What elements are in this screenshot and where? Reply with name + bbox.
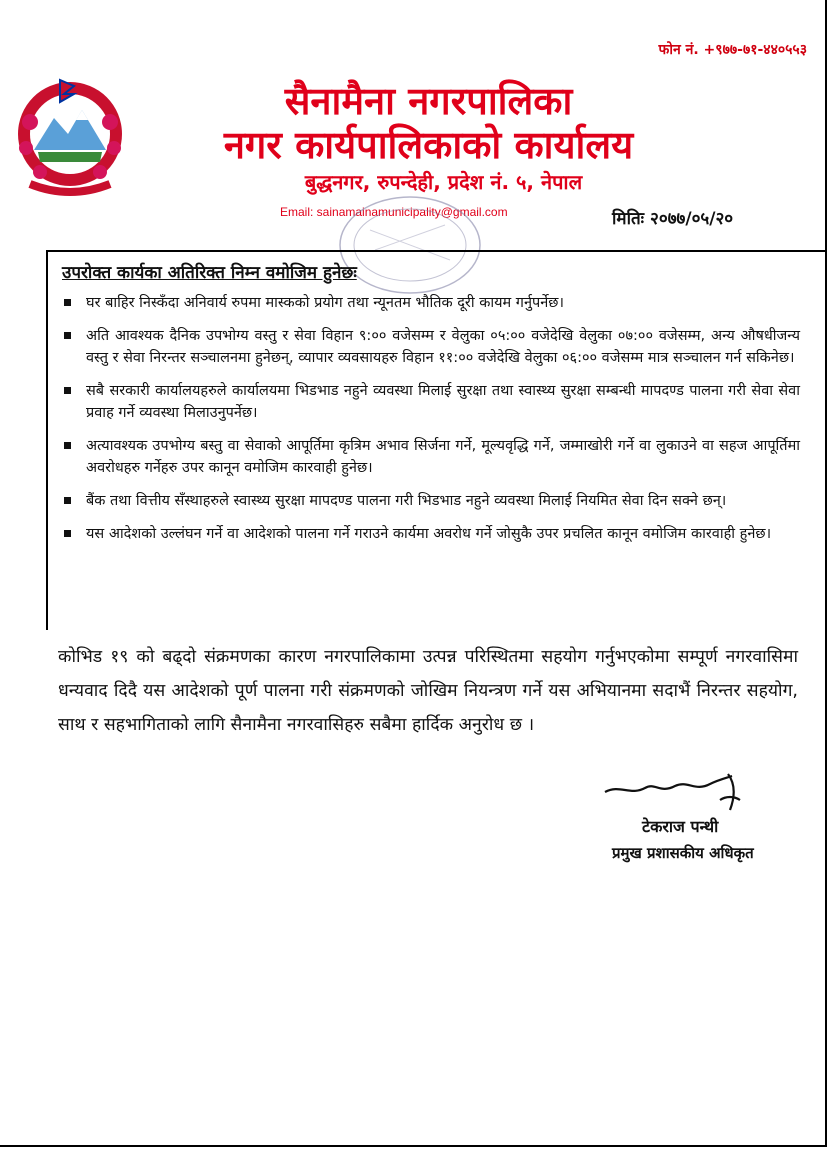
closing-paragraph: कोभिड १९ को बढ्दो संक्रमणका कारण नगरपालिकामा उत्पन्न परिस्थितमा सहयोग गर्नुभएकोमा सम्पूर्ण नगरवासिमा धन्यवाद दिदै यस आदेशको पूर्ण पालना गरी संक्रमणको जोखिम नियन्त्रण गर्ने यस अभियानमा सदाभैं निरन्तर सहयोग, साथ र सहभागिताको लागि सैनामैना नगरवासिहरु सबैमा हार्दिक अनुरोध छ । <box>58 647 798 735</box>
list-item: घर बाहिर निस्कँदा अनिवार्य रुपमा मास्कको प्रयोग तथा न्यूनतम भौतिक दूरी कायम गर्नुपर्नेछ। <box>60 292 800 314</box>
municipality-title: सैनामैना नगरपालिका <box>284 79 573 123</box>
document-date: मितिः २०७७/०५/२० <box>612 209 734 229</box>
list-item: अत्यावश्यक उपभोग्य बस्तु वा सेवाको आपूर्तिमा कृत्रिम अभाव सिर्जना गर्ने, मूल्यवृद्धि गर्ने, जम्माखोरी गर्ने वा लुकाउने वा सहज आपूर्तिमा अवरोधहरु गर्नेहरु उपर कानून वमोजिम कारवाही हुनेछ। <box>60 435 800 479</box>
bottom-border <box>0 1145 827 1147</box>
notice-list <box>60 292 800 556</box>
office-email: Email: sainamainamunicipality@gmail.com <box>280 205 508 219</box>
office-title: नगर कार्यपालिकाको कार्यालय <box>223 123 634 167</box>
list-item: यस आदेशको उल्लंघन गर्ने वा आदेशको पालना गर्ने गराउने कार्यमा अवरोध गर्ने जोसुकै उपर प्रचलित कानून वमोजिम कारवाही हुनेछ। <box>60 523 800 545</box>
phone-number: फोन नं. +९७७-७१-४४०५५३ <box>658 42 807 58</box>
signature-icon <box>600 770 750 820</box>
list-item: अति आवश्यक दैनिक उपभोग्य वस्तु र सेवा विहान ९:०० वजेसम्म र वेलुका ०५:०० वजेदेखि वेलुका ०७:०० वजेसम्म, अन्य औषधीजन्य वस्तु र सेवा निरन्तर सञ्चालनमा हुनेछन्, व्यापार व्यवसायहरु विहान ११:०० वजेदेखि वेलुका ०६:०० वजेसम्म मात्र सञ्चालन गर्न सकिनेछ। <box>60 325 800 369</box>
notice-heading: उपरोक्त कार्यका अतिरिक्त निम्न वमोजिम हुनेछः <box>62 263 357 283</box>
office-address: बुद्धनगर, रुपन्देही, प्रदेश नं. ५, नेपाल <box>304 170 583 194</box>
list-item: बैंक तथा वित्तीय सँस्थाहरुले स्वास्थ्य सुरक्षा मापदण्ड पालना गरी भिडभाड नहुने व्यवस्था मिलाई नियमित सेवा दिन सक्ने छन्। <box>60 490 800 512</box>
signatory-name: टेकराज पन्थी <box>642 817 719 836</box>
list-item: सबै सरकारी कार्यालयहरुले कार्यालयमा भिडभाड नहुने व्यवस्था मिलाई सुरक्षा तथा स्वास्थ्य सुरक्षा सम्बन्धी मापदण्ड पालना गरी सेवा सेवा प्रवाह गर्ने व्यवस्था मिलाउनुपर्नेछ। <box>60 380 800 424</box>
signatory-title: प्रमुख प्रशासकीय अधिकृत <box>612 844 754 862</box>
